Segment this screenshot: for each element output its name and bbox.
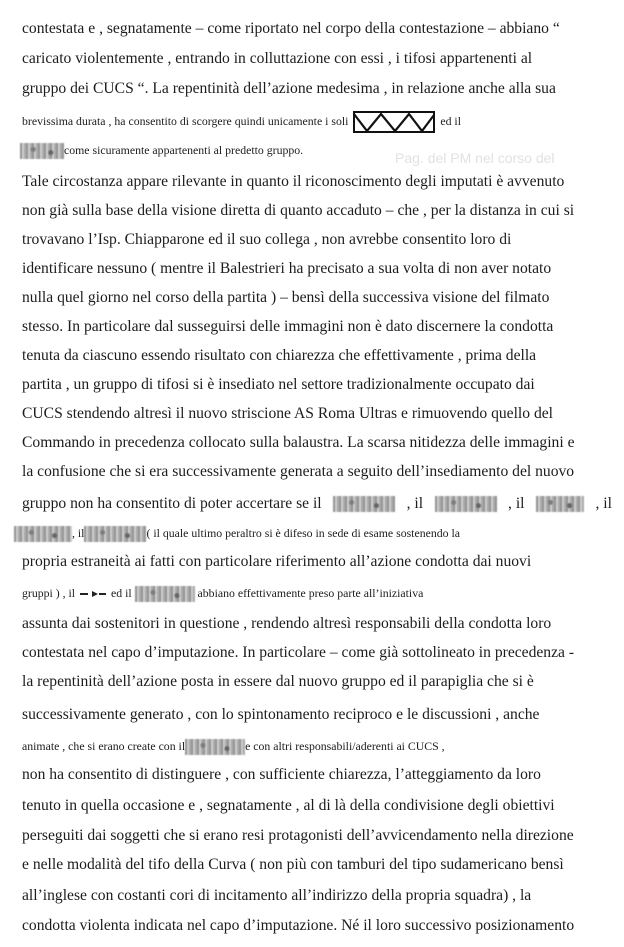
text-line-2: caricato violentemente , entrando in colluttazione con essi , i tifosi appartenenti al (22, 50, 533, 67)
redacted-name (135, 586, 195, 602)
text-line-27: tenuto in quella occasione e , segnatamente , al di là della condivisione degli obiettivi (22, 797, 555, 814)
text-line-12: tenuta da ciascuno essendo risultato con chiarezza che effettivamente , prima della (22, 347, 537, 364)
text-line-9: identificare nessuno ( mentre il Balestrieri ha precisato a sua volta di non aver notato (22, 260, 552, 277)
text-line-5: come sicuramente appartenenti al predetto gruppo. (20, 140, 624, 160)
redaction-dash-mark (78, 590, 108, 598)
text-line-15: Commando in precedenza collocato sulla balaustra. La scarsa nitidezza delle immagini e (22, 434, 575, 451)
text-line-25: animate , che si erano create con il e con altri responsabili/aderenti ai CUCS , (22, 736, 624, 756)
redacted-name (185, 739, 245, 755)
redacted-name (14, 526, 72, 542)
text-line-3: gruppo dei CUCS “. La repentinità dell’azione medesima , in relazione anche alla sua (22, 80, 556, 97)
redacted-name (333, 496, 395, 512)
redacted-name (84, 526, 146, 542)
text-line-26: non ha consentito di distinguere , con sufficiente chiarezza, l’atteggiamento da loro (22, 766, 541, 783)
redacted-name (20, 143, 64, 159)
text-line-31: condotta violenta indicata nel capo d’imputazione. Né il loro successivo posizionamento (22, 917, 575, 934)
text-line-11: stesso. In particolare dal susseguirsi delle immagini non è dato discernere la condotta (22, 318, 554, 335)
text-line-29: e nelle modalità del tifo della Curva ( non più con tamburi del tipo sudamericano bensì (22, 856, 564, 873)
bleed-through-text: Pag. del PM nel corso del (395, 150, 555, 166)
text-line-22: contestata nel capo d’imputazione. In particolare – come già sottolineato in precedenza - (22, 644, 575, 661)
text-line-4: brevissima durata , ha consentito di scorgere quindi unicamente i soli ed il (22, 111, 624, 133)
text-line-30: all’inglese con costanti cori di incitamento all’indirizzo della propria squadra) , la (22, 887, 532, 904)
text-line-7: non già sulla base della visione diretta di quanto accaduto – che , per la distanza in cui si (22, 202, 575, 219)
text-line-8: trovavano l’Isp. Chiapparone ed il suo collega , non avrebbe consentito loro di (22, 231, 512, 248)
text-line-19: propria estraneità ai fatti con particolare riferimento all’azione condotta dai nuovi (22, 553, 532, 570)
text-line-28: perseguiti dai soggetti che si erano resi protagonisti dell’avvicendamento nella direzione (22, 827, 574, 844)
text-line-1: contestata e , segnatamente – come riportato nel corpo della contestazione – abbiano “ (22, 20, 560, 37)
redacted-name (435, 496, 497, 512)
redaction-box-mark (353, 111, 435, 133)
text-line-17: gruppo non ha consentito di poter accertare se il , il , il , il (22, 495, 612, 512)
text-line-18: , il ( il quale ultimo peraltro si è difeso in sede di esame sostenendo la (14, 523, 624, 543)
text-line-21: assunta dai sostenitori in questione , rendendo altresì responsabili della condotta loro (22, 615, 552, 632)
text-line-16: la confusione che si era successivamente generata a seguito dell’insediamento del nuovo (22, 463, 575, 480)
text-line-6: Tale circostanza appare rilevante in quanto il riconoscimento degli imputati è avvenuto (22, 173, 565, 190)
text-line-24: successivamente generato , con lo spintonamento reciproco e le discussioni , anche (22, 706, 540, 723)
text-line-20: gruppi ) , il ed il abbiano effettivamente preso parte all’iniziativa (22, 583, 624, 603)
redacted-name (536, 496, 584, 512)
text-line-10: nulla quel giorno nel corso della partita ) – bensì della successiva visione del filmato (22, 289, 550, 306)
text-line-23: la repentinità dell’azione posta in essere dal nuovo gruppo ed il parapiglia che si è (22, 673, 534, 690)
text-line-13: partita , un gruppo di tifosi si è insediato nel settore tradizionalmente occupato dai (22, 376, 535, 393)
text-line-14: CUCS stendendo altresì il nuovo striscione AS Roma Ultras e rimuovendo quello del (22, 405, 553, 422)
